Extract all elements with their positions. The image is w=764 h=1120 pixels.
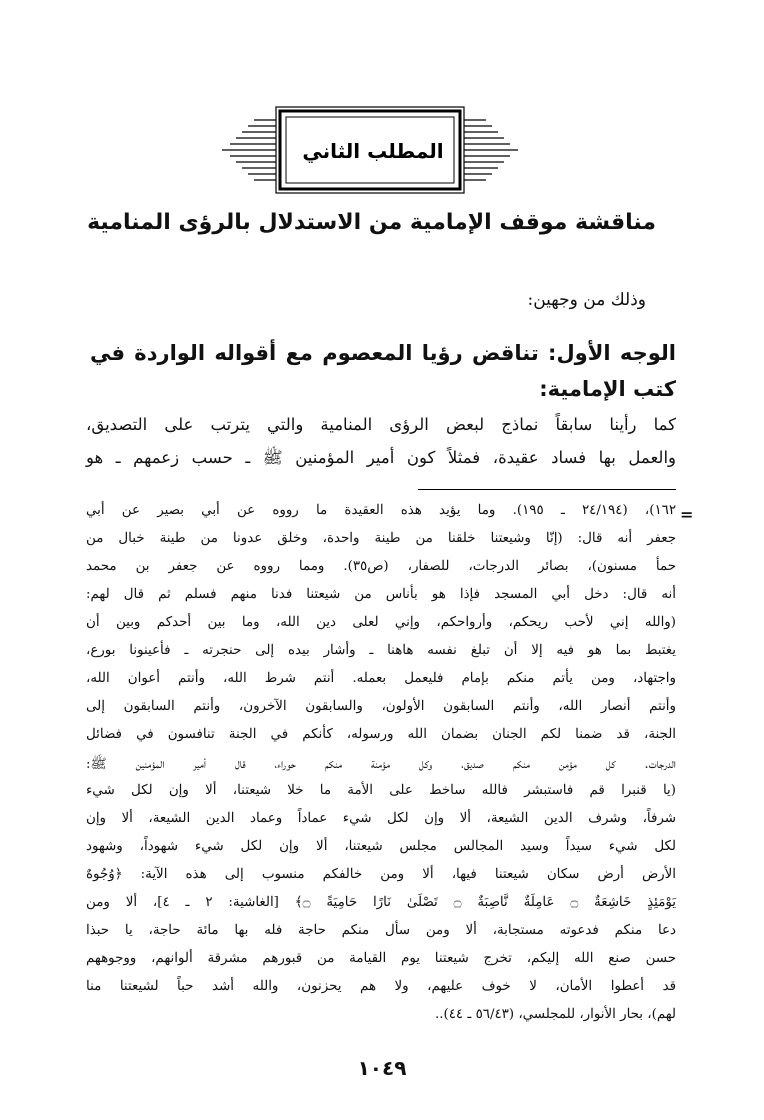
footnote-line: يغتبط بما هو فيه إلا أن تبلغ نفسه هاهنا ـ وأشار بيده إلى حنجرته ـ فأعينونا بورع، — [86, 643, 676, 658]
body-line: كما رأينا سابقاً نماذج لبعض الرؤى المنامية والتي يترتب على التصديق، — [86, 415, 676, 434]
page-title: مناقشة موقف الإمامية من الاستدلال بالرؤى المنامية — [87, 210, 656, 235]
footnote-continuation-marker: = — [680, 505, 694, 524]
footnote-line: الجنة، قد ضمنا لكم الجنان بضمان الله ورسوله، كأنكم في الجنة تنافسون في فضائل — [86, 727, 676, 742]
footnote-line: الدرجات. كل مؤمن منكم صديق، وكل مؤمنة منكم حوراء، قال أمير المؤمنين ﷺ: — [86, 757, 676, 772]
footnote-line: لهم)، بحار الأنوار، للمجلسي، (٥٦/٤٣ ـ ٤٤).. — [434, 1007, 676, 1022]
footnote-line: لكل شيء سيداً وسيد المجالس مجلس شيعتنا، ألا وإن لكل شيء شهوداً، وشهود — [86, 839, 676, 854]
footnote-line: قد أعطوا الأمان، لا خوف عليهم، ولا هم يحزنون، والله أشد حباً لشيعتنا منا — [86, 979, 676, 994]
footnote-line: (والله إني لأحب ريحكم، وأرواحكم، وإني لعلى دين الله، وما بين أحدكم وبين أن — [86, 615, 676, 630]
footnote-line: دعا منكم فدعوته مستجابة، ألا ومن سأل منكم حاجة فله بها مائة حاجة، يا حبذا — [86, 923, 676, 938]
footnote-line: واجتهاد، ومن يأتم منكم بإمام فليعمل بعمله. أنتم شرط الله، وأنتم أعوان الله، — [86, 671, 676, 686]
footnote-line: حسن صنع الله إليكم، تخرج شيعتنا يوم القيامة من قبورهم مشرقة ألوانهم، ووجوههم — [86, 951, 676, 966]
footnote-line: وأنتم أنصار الله، وأنتم السابقون الأولون، والسابقون الآخرون، وأنتم السابقون إلى — [86, 699, 676, 714]
footnote-line: أنه قال: دخل أبي المسجد فإذا هو بأناس من شيعتنا فدنا منهم فسلم ثم قال لهم: — [86, 587, 676, 602]
footnote-line: ١٦٢)، (٢٤/١٩٤ ـ ١٩٥). وما يؤيد هذه العقيدة ما رووه عن أبي بصير عن أبي — [86, 503, 677, 518]
section-heading: الوجه الأول: تناقض رؤيا المعصوم مع أقواله الواردة في كتب الإمامية: — [90, 341, 676, 401]
footnote-line: حمأ مسنون)، بصائر الدرجات، للصفار، (ص٣٥). ومما رووه عن جعفر بن محمد — [86, 559, 676, 574]
footnote-divider — [418, 489, 676, 490]
page-number: ١٠٤٩ — [357, 1056, 407, 1080]
footnote-line: الأرض أرض سكان شيعتنا فيها، ألا ومن خالفكم منسوب إلى هذه الآية: ﴿وُجُوهٌ — [86, 867, 676, 882]
intro-text: وذلك من وجهين: — [527, 290, 646, 310]
footnote-line: (يا قنبرا قم فاستبشر فالله ساخط على الأمة ما خلا شيعتنا، ألا وإن لكل شيء — [86, 783, 676, 798]
footnote-line: جعفر أنه قال: (إنّا وشيعتنا خلقنا من طينة واحدة، وخلق عدونا من طينة خبال من — [86, 531, 676, 546]
section-label: المطلب الثاني — [302, 139, 444, 163]
footnote-line: شرفاً، وشرف الدين الشيعة، ألا وإن لكل شيء عماداً وعماد الدين الشيعة، ألا وإن — [86, 811, 676, 826]
footnote-line: يَوْمَئِذٍ خَاشِعَةٌ ۝ عَامِلَةٌ نَّاصِبَةٌ ۝ تَصْلَىٰ نَارًا حَامِيَةً ۝﴾ [الغاشية: ٢ ـ ٤]، ألا ومن — [86, 895, 677, 910]
body-line: والعمل بها فساد عقيدة، فمثلاً كون أمير المؤمنين ﷺ ـ حسب زعمهم ـ هو — [86, 448, 676, 467]
